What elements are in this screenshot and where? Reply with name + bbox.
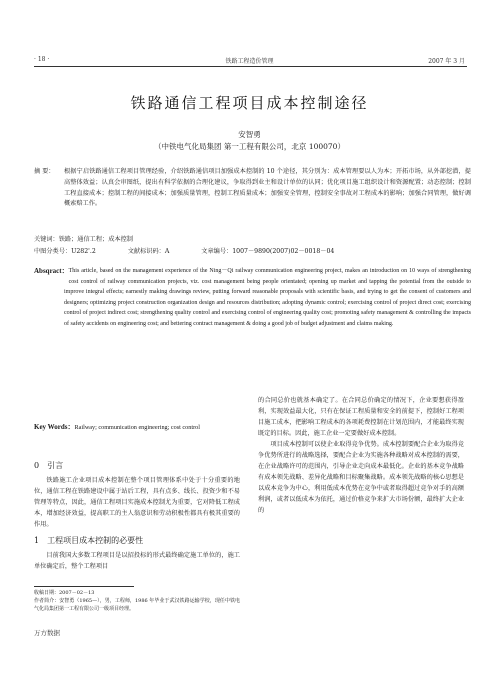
author: 安智勇 <box>238 130 261 139</box>
journal-name: 铁路工程造价管理 <box>225 58 274 65</box>
classification-line <box>34 247 471 258</box>
english-keywords-label: Key Words： <box>34 423 75 431</box>
received-date: 收稿日期：2007－02－13 <box>34 590 95 596</box>
abstract-text: 根据宁启铁路通信工程项目管理经验，介绍铁路通信项目加强成本控制的 10 个途径，其分别为：成本管理要以人为本；开拓市场，从外部挖潜，提高整体效益；认真会审图纸，提出有科学依据的合理化建议，争取得到业主和设计单位的认同；优化项目施工组织设计和资源配置；动态控制；控制工程直接成本；控制工程的间接成本；加强质量管理，控制工程质量成本；加强安全管理，控制安全事故对工程成本的影响；加强合同管理，做好调概索赔工作。 <box>64 168 471 208</box>
abstract-block <box>34 167 471 210</box>
footnote-rule <box>34 586 134 587</box>
keywords-block <box>34 235 471 246</box>
keywords-label: 关键词： <box>34 236 59 243</box>
author-bio: 作者简介：安智勇（1965—），男，工程师，1986 年毕业于武汉铁路运输学校，现任中铁电气化局集团第一工程有限公司一级项目经理。 <box>34 598 240 612</box>
watermark-text: 万方数据 <box>34 629 60 637</box>
english-keywords-text: Railway; communication engineering; cost control <box>74 424 200 431</box>
paper-title: 铁路通信工程项目成本控制途径 <box>130 94 369 112</box>
right-paragraph-2: 项目成本控制可以使企业取得竞争优势。成本控制要配合企业为取得竞争优势所进行的战略选择，要配合企业为实施各种战略对成本控制的需要，在企业战略许可的范围内，引导企业走向成本最低化。企业的基本竞争战略有成本领先战略、差异化战略和目标聚集战略。成本领先战略的核心思想是以成本竞争为中心，利用低成本优势在竞争中或者取得超过竞争对手的高额利润，或者以低成本为依托，通过价格竞争来扩大市场份额，最终扩大企业的 <box>258 441 464 514</box>
english-abstract-block <box>34 266 471 329</box>
section-1-heading: 1 工程项目成本控制的必要性 <box>34 536 144 545</box>
footnote <box>34 589 240 613</box>
section-0-heading: 0 引言 <box>34 461 64 470</box>
right-paragraph-1: 的合同总价也就基本确定了。在合同总价确定的情况下，企业要想获得盈利，实现效益最大化，只有在保证工程质量和安全的前提下，控制好工程项目施工成本，把影响工程成本的各项耗费控制在计划范围内，才能最终实现既定的目标。因此，施工企业一定要做好成本控制。 <box>258 397 464 437</box>
left-column <box>34 455 240 572</box>
abstract-label: 摘 要： <box>34 168 55 175</box>
section-1-text: 目前我国大多数工程项目是以招投标的形式最终确定施工单位的，施工单位确定后，整个工程项目 <box>34 552 240 570</box>
english-abstract-label: Absqract： <box>34 267 69 275</box>
english-abstract-text: This article, based on the management experience of the Ning－Qi railway communication engineering project, makes an introduction on 10 ways of strengthening cost control of railway communication projects, viz. cost management being people orientated; opening up market and tapping the potential from the outside to improve integral effects; earnestly making drawings review, putting forward reasonable proposals with scientific basis, and trying to get the consent of customers and designers; optimizing project construction organization design and resources distribution; adopting dynamic control; exercising control of project direct cost; exercising control of project indirect cost; strengthening quality control and exercising control of engineering quality cost; promoting safety management & controlling the impacts of safety accidents on engineering cost; and bettering contract management & doing a good job of budget adjustment and claims making. <box>64 268 471 327</box>
article-number: 文章编号：1007－9890(2007)02－0018－04 <box>201 248 335 255</box>
document-code: 文献标识码：A <box>127 248 170 255</box>
section-0-text: 铁路施工企业项目成本控制在整个项目管理体系中处于十分重要的地位，通信工程在铁路建设中属于站后工程，具有点多、线长、投资少和不易管理等特点，因此，通信工程项目实施成本控制尤为重要，它对降低工程成本，增加经济效益，提高职工的主人翁意识和劳动积极性都具有极其重要的作用。 <box>34 477 240 528</box>
affiliation: （中铁电气化局集团 第一工程有限公司，北京 100070） <box>154 142 345 151</box>
clc-number: 中图分类号：U282'.2 <box>34 248 96 255</box>
right-column <box>258 395 464 516</box>
page-number: · 18 · <box>34 56 50 63</box>
keywords-text: 铁路；通信工程；成本控制 <box>58 236 133 243</box>
issue-date: 2007 年 3 月 <box>428 58 465 65</box>
header-rule <box>34 66 467 67</box>
